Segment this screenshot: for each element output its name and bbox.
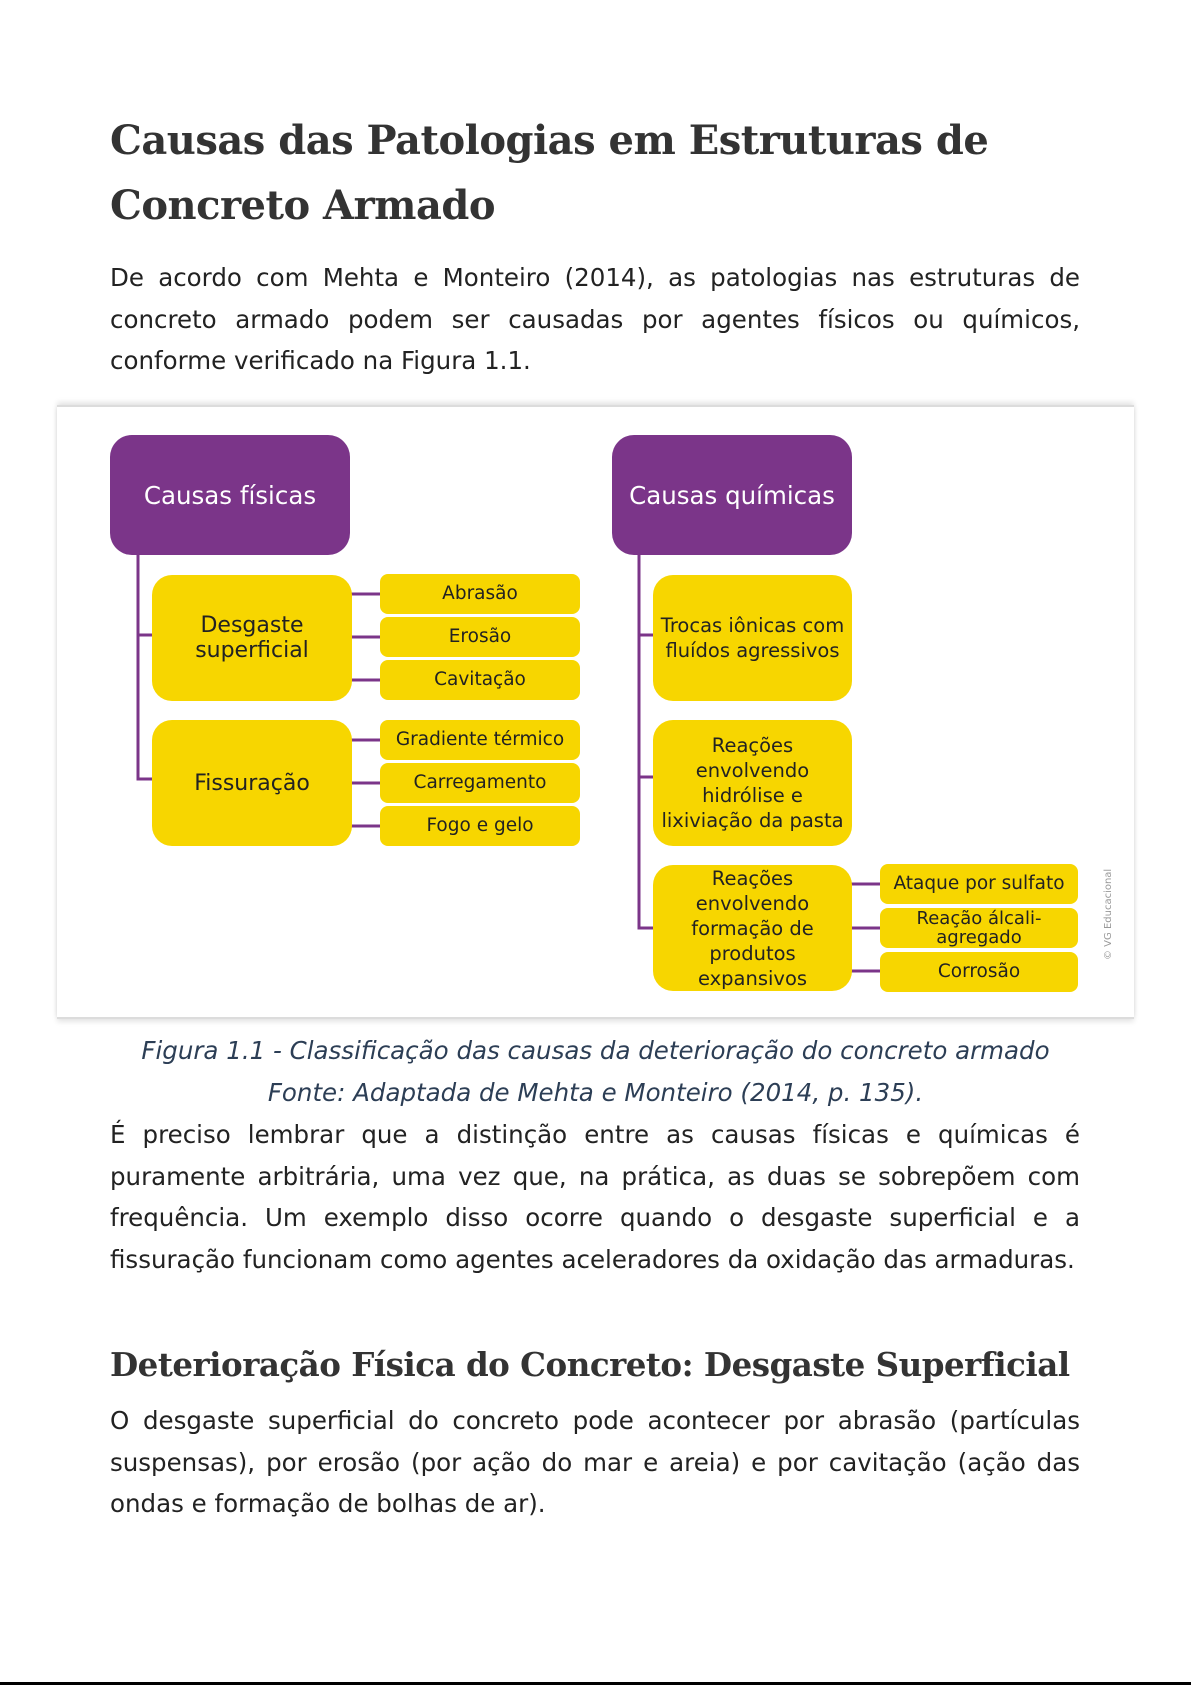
figure-1-1	[57, 405, 1134, 1019]
fissuracao-box: Fissuração	[152, 720, 352, 846]
body-paragraph-2: É preciso lembrar que a distinção entre as causas físicas e químicas é puramente arbitrária, uma vez que, na prática, as duas se sobrepõem com frequência. Um exemplo disso ocorre quando o desgaste superficial e a fissuração funcionam como agentes aceleradores da oxidação das armaduras.	[110, 1120, 1080, 1274]
fogo-e-gelo-item: Fogo e gelo	[380, 806, 580, 846]
gradiente-termico-item: Gradiente térmico	[380, 720, 580, 760]
intro-paragraph: De acordo com Mehta e Monteiro (2014), as patologias nas estruturas de concreto armado podem ser causadas por agentes físicos ou químicos, conforme verificado na Figura 1.1.	[110, 263, 1080, 375]
page-title: Causas das Patologias em Estruturas de Concreto Armado	[110, 117, 989, 229]
cavitacao-item: Cavitação	[380, 660, 580, 700]
hidrolise-box: Reações envolvendo hidrólise e lixiviação da pasta	[653, 720, 852, 846]
produtos-expansivos-box: Reações envolvendo formação de produtos expansivos	[653, 865, 852, 991]
section-heading: Deterioração Física do Concreto: Desgaste Superficial	[110, 1345, 1070, 1384]
desgaste-superficial-box: Desgaste superficial	[152, 575, 352, 701]
corrosao-item: Corrosão	[880, 952, 1078, 992]
figure-source: Fonte: Adaptada de Mehta e Monteiro (2014, p. 135).	[267, 1078, 924, 1107]
reacao-alcali-agregado-item: Reação álcali-agregado	[880, 908, 1078, 948]
carregamento-item: Carregamento	[380, 763, 580, 803]
body-paragraph-3: O desgaste superficial do concreto pode acontecer por abrasão (partículas suspensas), por erosão (por ação do mar e areia) e por cavitação (ação das ondas e formação de bolhas de ar).	[110, 1406, 1080, 1518]
physical-causes-header: Causas físicas	[110, 435, 350, 555]
watermark: © VG Educacional	[1103, 868, 1114, 960]
trocas-ionicas-box: Trocas iônicas com fluídos agressivos	[653, 575, 852, 701]
ataque-sulfato-item: Ataque por sulfato	[880, 864, 1078, 904]
abrasao-item: Abrasão	[380, 574, 580, 614]
figure-caption: Figura 1.1 - Classificação das causas da deterioração do concreto armado	[141, 1036, 1050, 1065]
erosao-item: Erosão	[380, 617, 580, 657]
chemical-causes-header: Causas químicas	[612, 435, 852, 555]
